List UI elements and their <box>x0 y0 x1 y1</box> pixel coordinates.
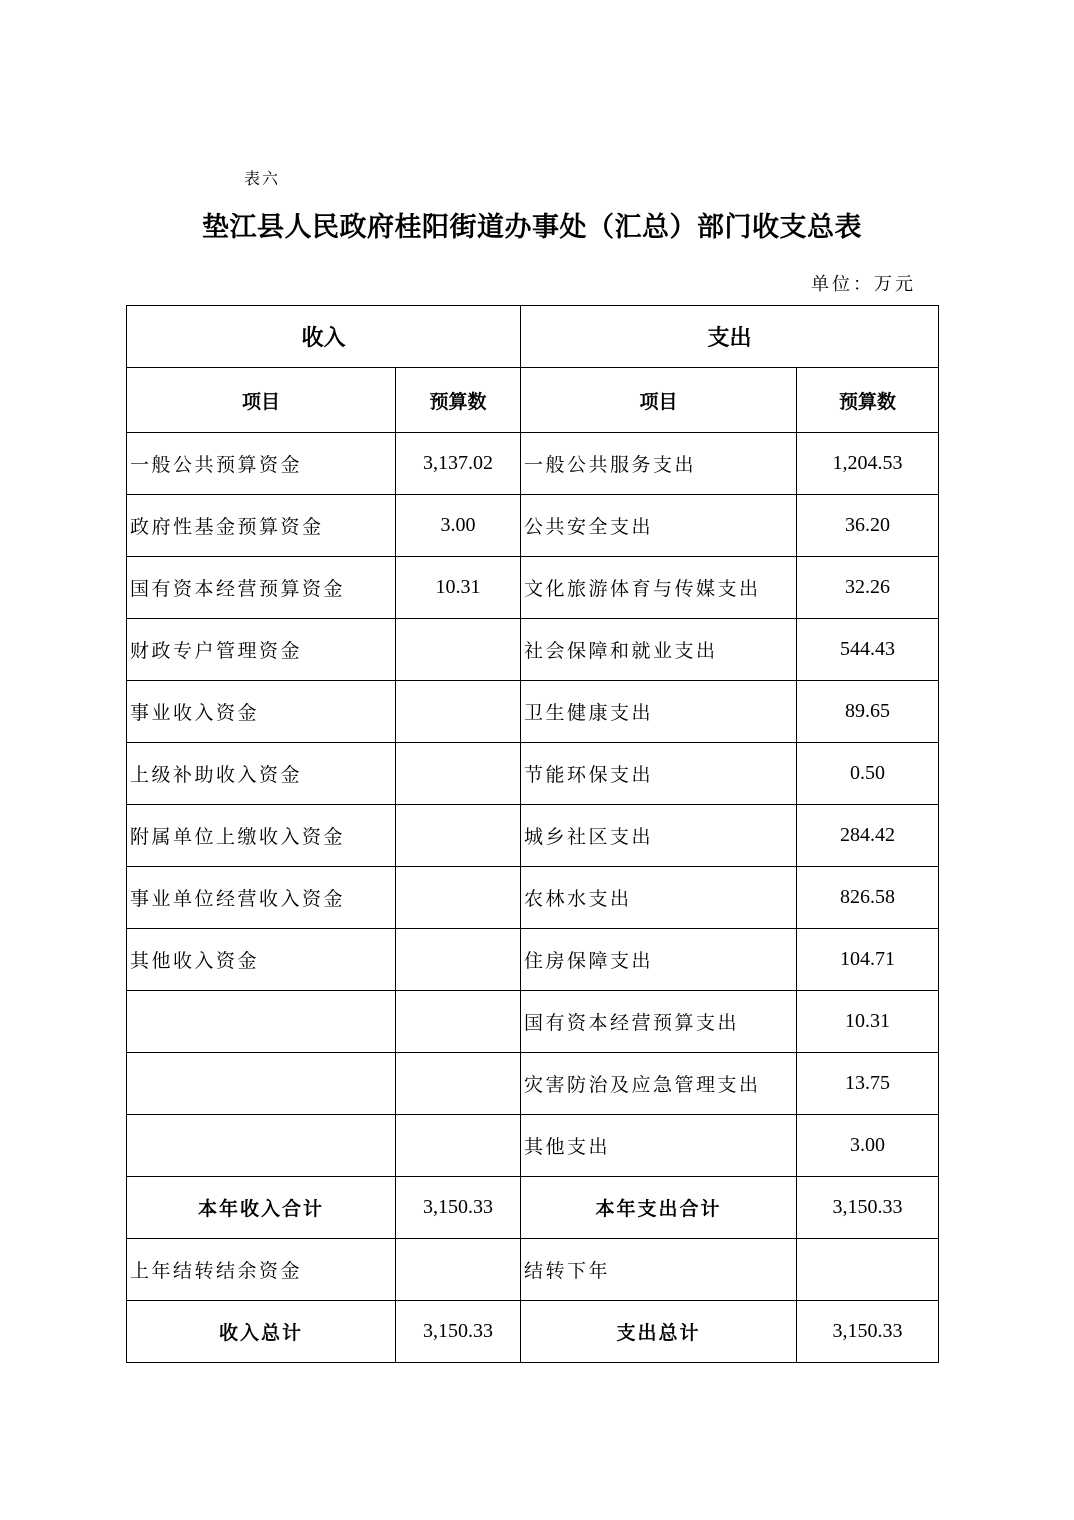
expense-budget-header: 预算数 <box>797 368 939 433</box>
current-year-income-value: 3,150.33 <box>396 1177 521 1239</box>
income-item-cell: 其他收入资金 <box>127 929 396 991</box>
current-year-expense-label: 本年支出合计 <box>521 1177 797 1239</box>
expense-value-cell: 104.71 <box>797 929 939 991</box>
income-value-cell <box>396 929 521 991</box>
expense-section-header: 支出 <box>521 306 939 368</box>
table-row <box>127 557 939 619</box>
expense-value-cell: 1,204.53 <box>797 433 939 495</box>
carryover-expense-label: 结转下年 <box>521 1239 797 1301</box>
column-header-row <box>127 368 939 433</box>
income-item-cell: 一般公共预算资金 <box>127 433 396 495</box>
income-budget-header: 预算数 <box>396 368 521 433</box>
section-header-row <box>127 306 939 368</box>
table-row <box>127 619 939 681</box>
current-year-expense-value: 3,150.33 <box>797 1177 939 1239</box>
table-row <box>127 433 939 495</box>
expense-value-cell: 32.26 <box>797 557 939 619</box>
expense-item-header: 项目 <box>521 368 797 433</box>
expense-item-cell: 国有资本经营预算支出 <box>521 991 797 1053</box>
table-row <box>127 681 939 743</box>
grand-total-row <box>127 1301 939 1363</box>
income-value-cell <box>396 619 521 681</box>
table-row <box>127 929 939 991</box>
expense-value-cell: 89.65 <box>797 681 939 743</box>
expense-value-cell: 0.50 <box>797 743 939 805</box>
table-row <box>127 991 939 1053</box>
table-row <box>127 743 939 805</box>
page-title: 垫江县人民政府桂阳街道办事处（汇总）部门收支总表 <box>202 212 862 243</box>
table-number-label: 表六 <box>244 169 281 188</box>
expense-item-cell: 公共安全支出 <box>521 495 797 557</box>
income-value-cell: 3,137.02 <box>396 433 521 495</box>
income-value-cell: 3.00 <box>396 495 521 557</box>
income-item-cell: 政府性基金预算资金 <box>127 495 396 557</box>
carryover-income-label: 上年结转结余资金 <box>127 1239 396 1301</box>
budget-summary-table <box>126 305 939 1363</box>
expense-item-cell: 文化旅游体育与传媒支出 <box>521 557 797 619</box>
income-item-cell: 附属单位上缴收入资金 <box>127 805 396 867</box>
income-item-cell: 国有资本经营预算资金 <box>127 557 396 619</box>
expense-item-cell: 城乡社区支出 <box>521 805 797 867</box>
income-value-cell <box>396 1053 521 1115</box>
income-item-cell <box>127 991 396 1053</box>
expense-item-cell: 一般公共服务支出 <box>521 433 797 495</box>
table-body <box>127 306 939 1363</box>
income-item-cell: 事业收入资金 <box>127 681 396 743</box>
expense-value-cell: 3.00 <box>797 1115 939 1177</box>
income-item-cell <box>127 1053 396 1115</box>
table-row <box>127 1115 939 1177</box>
grand-total-expense-label: 支出总计 <box>521 1301 797 1363</box>
table-row <box>127 805 939 867</box>
expense-value-cell: 10.31 <box>797 991 939 1053</box>
income-item-cell <box>127 1115 396 1177</box>
table-row <box>127 495 939 557</box>
income-value-cell: 10.31 <box>396 557 521 619</box>
income-item-cell: 事业单位经营收入资金 <box>127 867 396 929</box>
carryover-row <box>127 1239 939 1301</box>
income-item-cell: 上级补助收入资金 <box>127 743 396 805</box>
income-item-header: 项目 <box>127 368 396 433</box>
expense-item-cell: 节能环保支出 <box>521 743 797 805</box>
expense-item-cell: 社会保障和就业支出 <box>521 619 797 681</box>
income-value-cell <box>396 805 521 867</box>
expense-value-cell: 36.20 <box>797 495 939 557</box>
income-section-header: 收入 <box>127 306 521 368</box>
grand-total-income-label: 收入总计 <box>127 1301 396 1363</box>
income-item-cell: 财政专户管理资金 <box>127 619 396 681</box>
grand-total-income-value: 3,150.33 <box>396 1301 521 1363</box>
carryover-expense-value <box>797 1239 939 1301</box>
expense-item-cell: 灾害防治及应急管理支出 <box>521 1053 797 1115</box>
income-value-cell <box>396 743 521 805</box>
unit-label: 单位：万元 <box>811 274 916 295</box>
expense-value-cell: 826.58 <box>797 867 939 929</box>
expense-value-cell: 544.43 <box>797 619 939 681</box>
expense-value-cell: 13.75 <box>797 1053 939 1115</box>
current-year-total-row <box>127 1177 939 1239</box>
income-value-cell <box>396 1115 521 1177</box>
expense-item-cell: 住房保障支出 <box>521 929 797 991</box>
grand-total-expense-value: 3,150.33 <box>797 1301 939 1363</box>
expense-item-cell: 卫生健康支出 <box>521 681 797 743</box>
income-value-cell <box>396 867 521 929</box>
table-row <box>127 867 939 929</box>
carryover-income-value <box>396 1239 521 1301</box>
income-value-cell <box>396 991 521 1053</box>
expense-item-cell: 农林水支出 <box>521 867 797 929</box>
expense-item-cell: 其他支出 <box>521 1115 797 1177</box>
current-year-income-label: 本年收入合计 <box>127 1177 396 1239</box>
expense-value-cell: 284.42 <box>797 805 939 867</box>
income-value-cell <box>396 681 521 743</box>
table-row <box>127 1053 939 1115</box>
